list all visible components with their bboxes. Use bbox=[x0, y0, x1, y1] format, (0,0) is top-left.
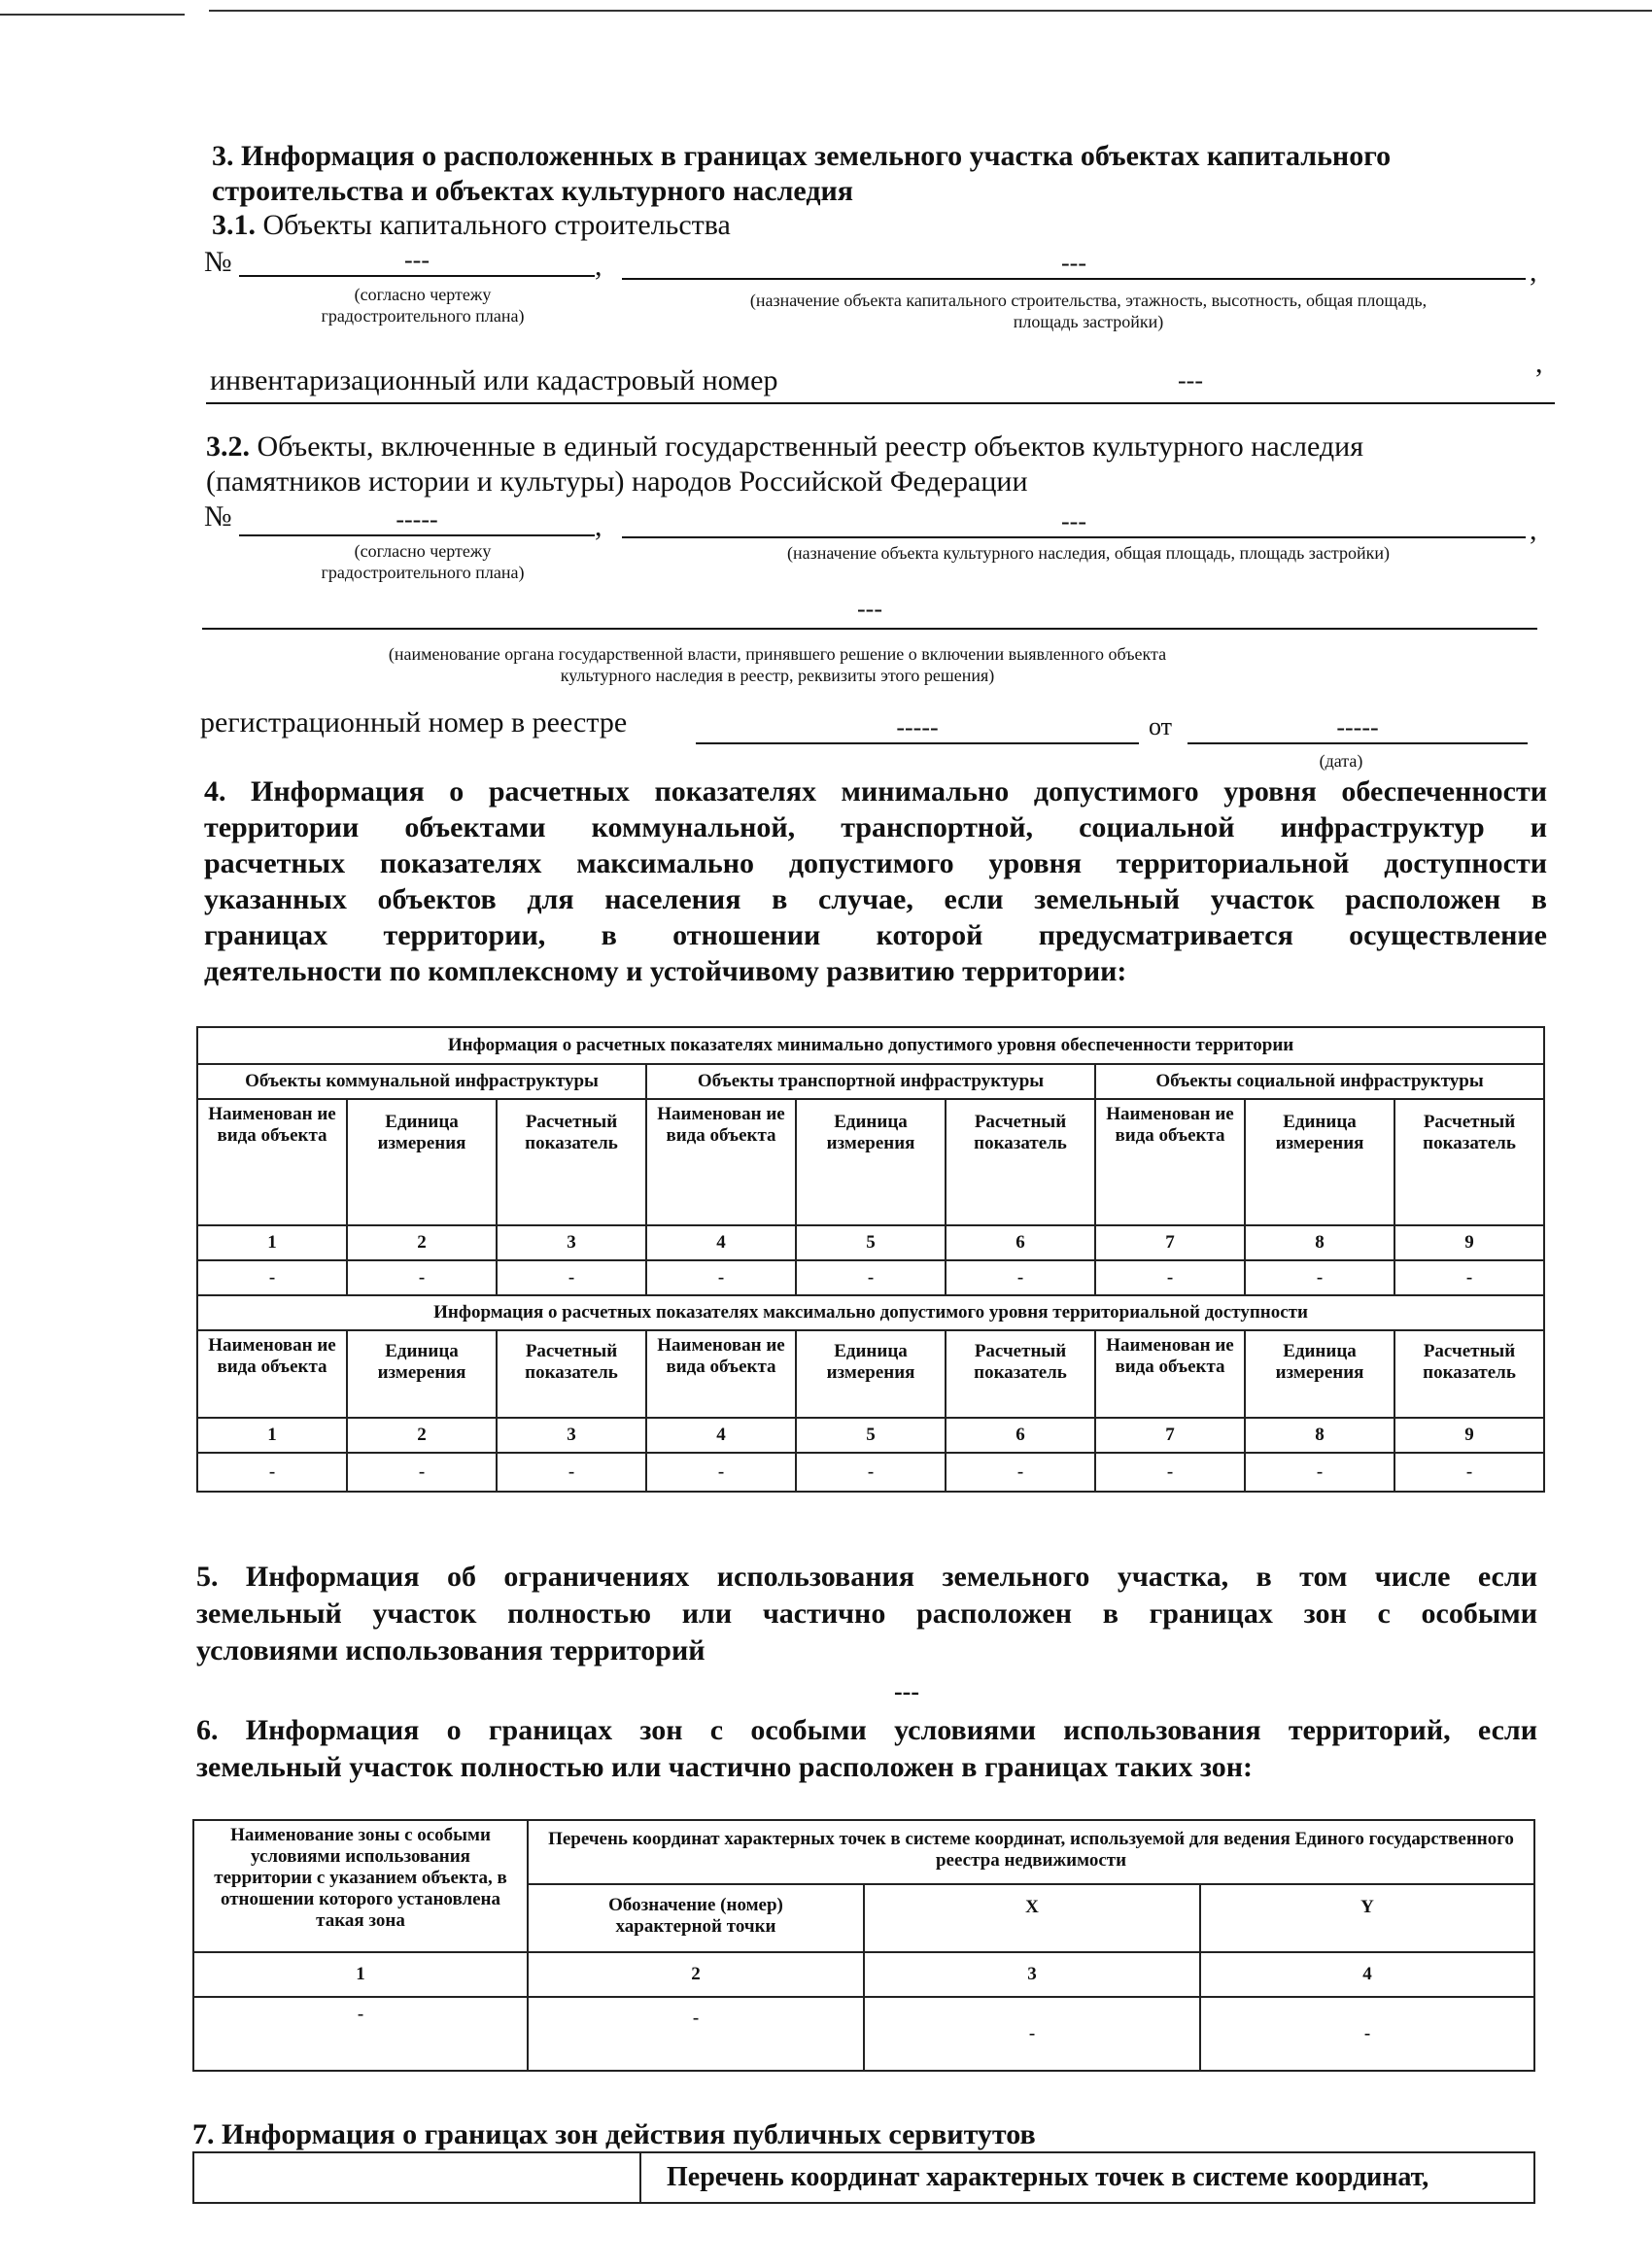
table-cell: - bbox=[1245, 1260, 1394, 1295]
col-header: Наименован ие вида объекта bbox=[646, 1330, 796, 1418]
max-number-row bbox=[197, 1418, 1544, 1453]
table-cell: - bbox=[497, 1453, 646, 1492]
purpose-caption-line1: (назначение объекта капитального строительства, этажность, высотность, общая площадь, bbox=[749, 291, 1428, 310]
col-header: Расчетный показатель bbox=[946, 1099, 1095, 1225]
col-header: Расчетный показатель bbox=[1394, 1099, 1544, 1225]
col-number: 5 bbox=[796, 1225, 946, 1260]
col-number: 7 bbox=[1095, 1418, 1245, 1453]
group-communal: Объекты коммунальной инфраструктуры bbox=[197, 1064, 646, 1099]
table-cell: - bbox=[646, 1260, 796, 1295]
col-number: 4 bbox=[646, 1225, 796, 1260]
zones-number-row bbox=[193, 1952, 1534, 1997]
table-cell: - bbox=[646, 1453, 796, 1492]
col-number: 7 bbox=[1095, 1225, 1245, 1260]
scan-top-line-right bbox=[209, 10, 1652, 12]
col-header: Расчетный показатель bbox=[946, 1330, 1095, 1418]
section4-text bbox=[204, 773, 1547, 989]
col-number: 6 bbox=[946, 1225, 1095, 1260]
purpose-caption bbox=[641, 290, 1535, 332]
from-label: от bbox=[1149, 712, 1173, 740]
section4-line1: 4. Информация о расчетных показателях минимально допустимого уровня обеспеченности bbox=[204, 775, 1547, 808]
col-number: 4 bbox=[646, 1418, 796, 1453]
section5-line3: условиями использования территорий bbox=[196, 1634, 706, 1667]
section4-line4: указанных объектов для населения в случае, если земельный участок расположен в bbox=[204, 883, 1547, 915]
section32-heading-line1 bbox=[206, 430, 1363, 464]
table-cell: - bbox=[796, 1260, 946, 1295]
col-header: Наименован ие вида объекта bbox=[646, 1099, 796, 1225]
col-number: 1 bbox=[197, 1418, 347, 1453]
table-cell: - bbox=[1394, 1260, 1544, 1295]
max-value-row bbox=[197, 1453, 1544, 1492]
col-number: 1 bbox=[197, 1225, 347, 1260]
min-header-row bbox=[197, 1099, 1544, 1225]
plan-caption-line1: (согласно чертежу bbox=[354, 285, 492, 304]
zone-name-header: Наименование зоны с особыми условиями использования территории с указанием объекта, в отношении которого установлена такая зона bbox=[193, 1820, 528, 1952]
col-header: Единица измерения bbox=[796, 1330, 946, 1418]
max-level-title: Информация о расчетных показателях максимально допустимого уровня территориальной доступности bbox=[197, 1295, 1544, 1330]
registration-number-field: ----- bbox=[696, 713, 1139, 744]
col-header: Единица измерения bbox=[1245, 1099, 1394, 1225]
col-header: Наименован ие вида объекта bbox=[197, 1330, 347, 1418]
authority-caption-line2: культурного наследия в реестр, реквизиты этого решения) bbox=[560, 666, 995, 685]
section6-line1: 6. Информация о границах зон с особыми условиями использования территорий, если bbox=[196, 1714, 1537, 1746]
table-cell: - bbox=[528, 1997, 864, 2071]
col-header: Единица измерения bbox=[347, 1099, 497, 1225]
coords-header: Перечень координат характерных точек в системе координат, используемой для ведения Единого государственного реестра недвижимости bbox=[528, 1820, 1534, 1884]
table-cell: - bbox=[497, 1260, 646, 1295]
col-header: Расчетный показатель bbox=[497, 1099, 646, 1225]
col-number: 9 bbox=[1394, 1225, 1544, 1260]
col-header: Наименован ие вида объекта bbox=[197, 1099, 347, 1225]
comma-1: , bbox=[595, 250, 602, 282]
plan-caption-2-line2: градостроительного плана) bbox=[321, 563, 525, 582]
inventory-value: --- bbox=[1178, 366, 1203, 395]
col-number: 6 bbox=[946, 1418, 1095, 1453]
section6-line2: земельный участок полностью или частично расположен в границах таких зон: bbox=[196, 1751, 1254, 1783]
plan-caption-2-line1: (согласно чертежу bbox=[354, 541, 492, 561]
authority-caption-line1: (наименование органа государственной власти, принявшего решение о включении выявленного объекта bbox=[388, 644, 1167, 664]
date-caption: (дата) bbox=[1319, 751, 1363, 771]
heritage-purpose-field: --- bbox=[622, 507, 1526, 538]
heritage-plan-number-field: ----- bbox=[239, 505, 595, 536]
col-number: 2 bbox=[347, 1418, 497, 1453]
infrastructure-table bbox=[196, 1026, 1545, 1493]
table-cell: - bbox=[864, 1997, 1200, 2071]
col-header: Единица измерения bbox=[796, 1099, 946, 1225]
table-cell: - bbox=[796, 1453, 946, 1492]
plan-number-field: --- bbox=[239, 246, 595, 277]
section5-text bbox=[196, 1559, 1537, 1669]
registration-label: регистрационный номер в реестре bbox=[200, 706, 628, 739]
section31-number: 3.1. bbox=[212, 209, 256, 241]
col-header: Расчетный показатель bbox=[1394, 1330, 1544, 1418]
zones-value-row bbox=[193, 1997, 1534, 2071]
table-cell: - bbox=[347, 1260, 497, 1295]
section5-line2: земельный участок полностью или частично расположен в границах зон с особыми bbox=[196, 1598, 1537, 1630]
inventory-row bbox=[206, 361, 1555, 404]
plan-caption bbox=[262, 284, 583, 326]
comma-4: , bbox=[595, 510, 602, 542]
group-transport: Объекты транспортной инфраструктуры bbox=[646, 1064, 1095, 1099]
inventory-label: инвентаризационный или кадастровый номер bbox=[210, 364, 778, 396]
section32-number: 3.2. bbox=[206, 430, 250, 463]
section5-value: --- bbox=[894, 1677, 919, 1705]
table-cell: - bbox=[946, 1453, 1095, 1492]
number-sign: № bbox=[204, 246, 232, 278]
section4-line5: границах территории, в отношении которой предусматривается осуществление bbox=[204, 919, 1547, 951]
col-header: Единица измерения bbox=[347, 1330, 497, 1418]
authority-field: --- bbox=[202, 595, 1537, 630]
col-number: 8 bbox=[1245, 1225, 1394, 1260]
section5-line1: 5. Информация об ограничениях использования земельного участка, в том числе если bbox=[196, 1561, 1537, 1593]
col-number: 2 bbox=[528, 1952, 864, 1997]
table-cell: - bbox=[1394, 1453, 1544, 1492]
section4-line3: расчетных показателях максимально допустимого уровня территориальной доступности bbox=[204, 847, 1547, 879]
col-number: 2 bbox=[347, 1225, 497, 1260]
number-sign-2: № bbox=[204, 500, 232, 533]
authority-caption bbox=[292, 643, 1263, 686]
servitude-left-header bbox=[193, 2152, 640, 2203]
group-social: Объекты социальной инфраструктуры bbox=[1095, 1064, 1544, 1099]
servitude-table bbox=[192, 2151, 1535, 2204]
scan-top-line-left bbox=[0, 14, 185, 16]
col-header: Наименован ие вида объекта bbox=[1095, 1330, 1245, 1418]
section31-heading bbox=[212, 208, 731, 243]
col-header: Наименован ие вида объекта bbox=[1095, 1099, 1245, 1225]
max-header-row bbox=[197, 1330, 1544, 1418]
section31-text: Объекты капитального строительства bbox=[256, 209, 731, 241]
comma-5: , bbox=[1530, 514, 1537, 546]
table-cell: - bbox=[1095, 1260, 1245, 1295]
plan-caption-line2: градостроительного плана) bbox=[321, 306, 525, 326]
comma-2: , bbox=[1530, 256, 1537, 288]
x-header: X bbox=[864, 1884, 1200, 1952]
section7-title: 7. Информация о границах зон действия публичных сервитутов bbox=[192, 2118, 1036, 2150]
col-number: 3 bbox=[864, 1952, 1200, 1997]
col-number: 9 bbox=[1394, 1418, 1544, 1453]
min-level-title: Информация о расчетных показателях минимально допустимого уровня обеспеченности территории bbox=[197, 1027, 1544, 1064]
purpose-caption-line2: площадь застройки) bbox=[1013, 312, 1164, 331]
col-header: Расчетный показатель bbox=[497, 1330, 646, 1418]
table-cell: - bbox=[1245, 1453, 1394, 1492]
table-cell: - bbox=[197, 1260, 347, 1295]
section3-title-line2: строительства и объектах культурного наследия bbox=[212, 175, 854, 207]
registration-date-field: ----- bbox=[1187, 713, 1528, 744]
min-value-row bbox=[197, 1260, 1544, 1295]
table-cell: - bbox=[197, 1453, 347, 1492]
point-number-header: Обозначение (номер) характерной точки bbox=[528, 1884, 864, 1952]
plan-caption-2 bbox=[262, 540, 583, 583]
section6-text bbox=[196, 1712, 1537, 1786]
servitude-coords-header: Перечень координат характерных точек в системе координат, bbox=[640, 2152, 1534, 2203]
section4-line2: территории объектами коммунальной, транспортной, социальной инфраструктур и bbox=[204, 811, 1547, 843]
min-number-row bbox=[197, 1225, 1544, 1260]
table-cell: - bbox=[1200, 1997, 1534, 2071]
table-cell: - bbox=[347, 1453, 497, 1492]
y-header: Y bbox=[1200, 1884, 1534, 1952]
section4-line6: деятельности по комплексному и устойчивому развитию территории: bbox=[204, 955, 1127, 987]
col-number: 3 bbox=[497, 1225, 646, 1260]
zones-table bbox=[192, 1819, 1535, 2072]
section32-heading-line2: (памятников истории и культуры) народов Российской Федерации bbox=[206, 465, 1028, 498]
col-number: 8 bbox=[1245, 1418, 1394, 1453]
section32-text-1: Объекты, включенные в единый государственный реестр объектов культурного наследия bbox=[250, 430, 1363, 463]
heritage-purpose-caption: (назначение объекта культурного наследия, общая площадь, площадь застройки) bbox=[787, 543, 1390, 563]
col-number: 5 bbox=[796, 1418, 946, 1453]
table-cell: - bbox=[946, 1260, 1095, 1295]
table-cell: - bbox=[1095, 1453, 1245, 1492]
comma-3: , bbox=[1535, 347, 1543, 379]
table-cell: - bbox=[193, 1997, 528, 2071]
col-number: 1 bbox=[193, 1952, 528, 1997]
col-number: 3 bbox=[497, 1418, 646, 1453]
col-header: Единица измерения bbox=[1245, 1330, 1394, 1418]
object-purpose-field: --- bbox=[622, 249, 1526, 280]
section3-title-line1: 3. Информация о расположенных в границах земельного участка объектах капитального bbox=[212, 140, 1392, 172]
col-number: 4 bbox=[1200, 1952, 1534, 1997]
